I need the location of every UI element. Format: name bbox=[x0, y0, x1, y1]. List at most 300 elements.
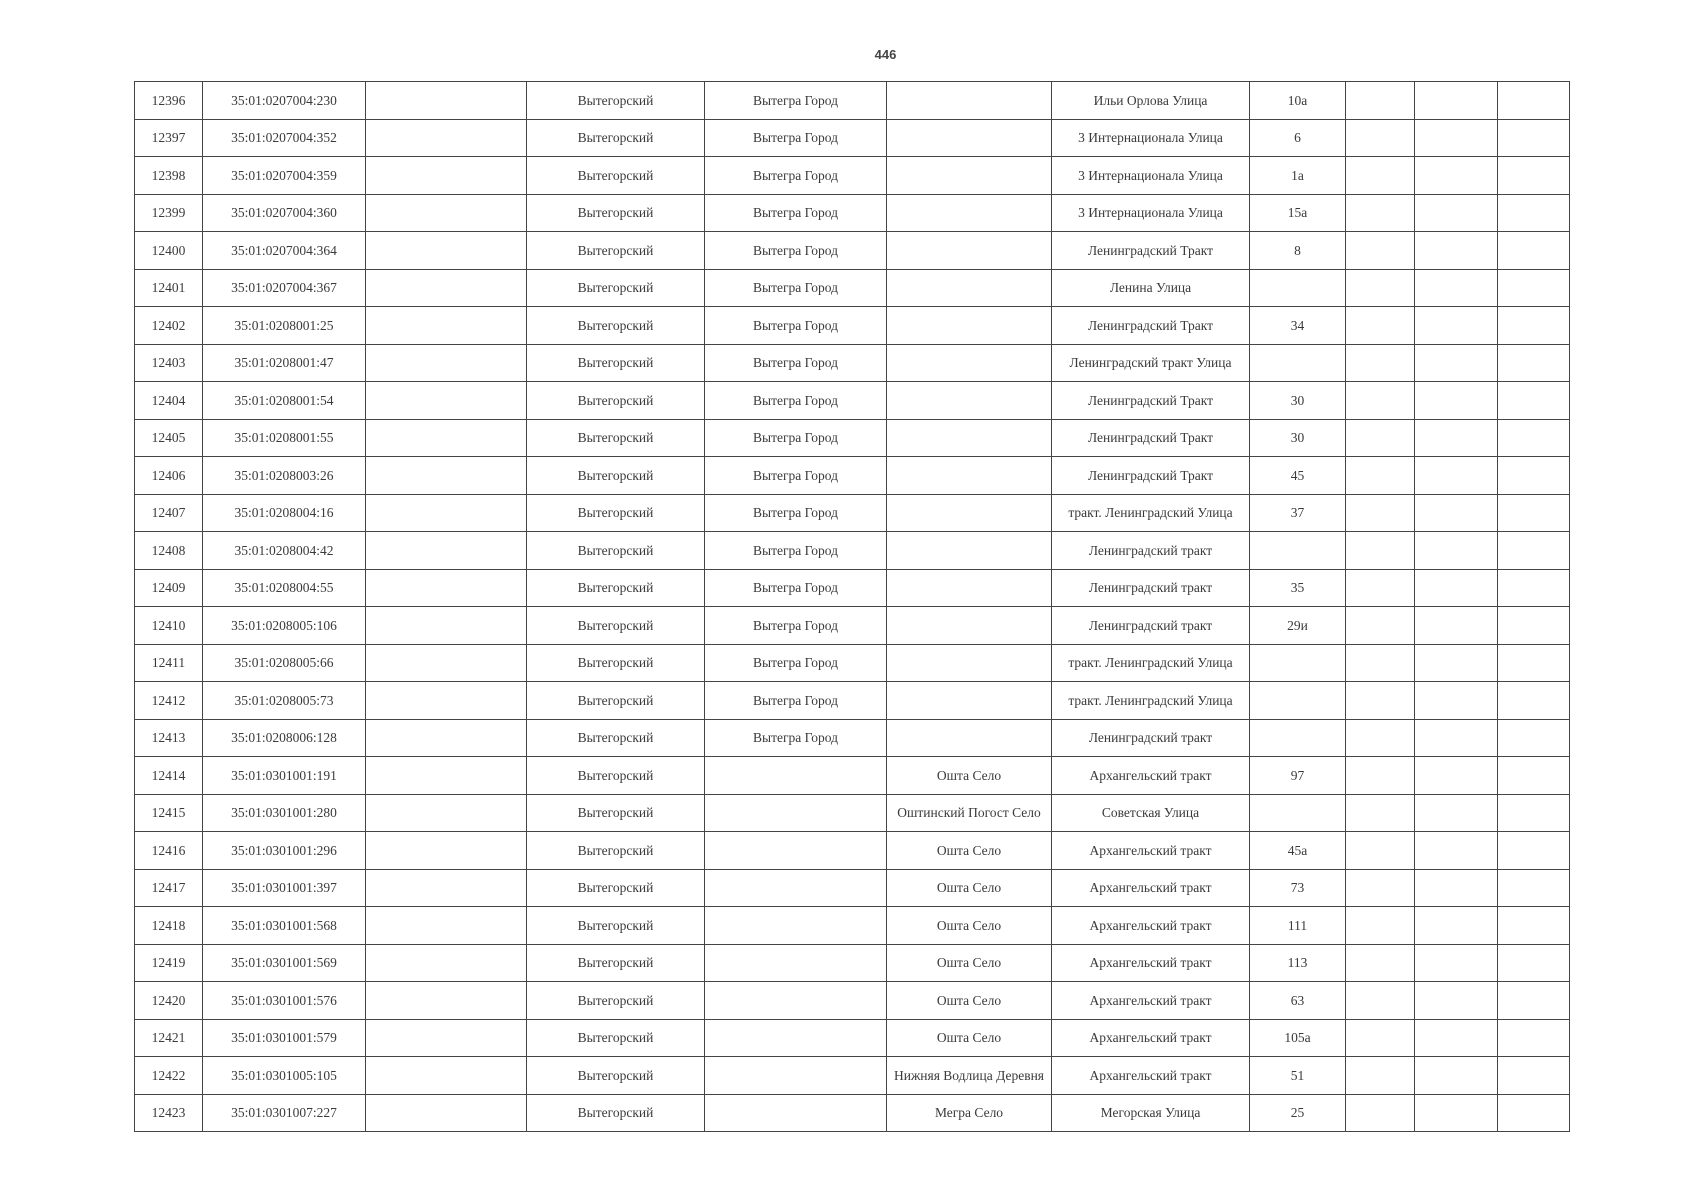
empty-cell bbox=[1415, 119, 1498, 157]
empty-cell bbox=[1415, 1094, 1498, 1132]
town-cell bbox=[705, 982, 887, 1020]
town-cell: Вытегра Город bbox=[705, 457, 887, 495]
cadastral-number-cell: 35:01:0208005:106 bbox=[203, 607, 366, 645]
empty-cell bbox=[1346, 944, 1415, 982]
district-cell: Вытегорский bbox=[527, 832, 705, 870]
settlement-cell bbox=[887, 344, 1052, 382]
registry-body bbox=[135, 82, 1570, 1132]
cadastral-number-cell: 35:01:0208003:26 bbox=[203, 457, 366, 495]
empty-cell bbox=[1498, 569, 1570, 607]
empty-cell bbox=[366, 682, 527, 720]
empty-cell bbox=[1498, 382, 1570, 420]
empty-cell bbox=[1415, 457, 1498, 495]
empty-cell bbox=[1415, 419, 1498, 457]
row-number-cell: 12400 bbox=[135, 232, 203, 270]
street-cell: Ленинградский Тракт bbox=[1052, 419, 1250, 457]
empty-cell bbox=[1498, 1057, 1570, 1095]
cadastral-number-cell: 35:01:0208004:42 bbox=[203, 532, 366, 570]
empty-cell bbox=[366, 1094, 527, 1132]
town-cell: Вытегра Город bbox=[705, 569, 887, 607]
empty-cell bbox=[1415, 232, 1498, 270]
cadastral-number-cell: 35:01:0208001:55 bbox=[203, 419, 366, 457]
table-row bbox=[135, 194, 1570, 232]
empty-cell bbox=[1498, 607, 1570, 645]
table-row bbox=[135, 494, 1570, 532]
street-cell: Ленинградский Тракт bbox=[1052, 382, 1250, 420]
empty-cell bbox=[1415, 194, 1498, 232]
district-cell: Вытегорский bbox=[527, 757, 705, 795]
row-number-cell: 12411 bbox=[135, 644, 203, 682]
district-cell: Вытегорский bbox=[527, 719, 705, 757]
empty-cell bbox=[366, 419, 527, 457]
house-number-cell: 30 bbox=[1250, 382, 1346, 420]
town-cell bbox=[705, 1019, 887, 1057]
empty-cell bbox=[1498, 307, 1570, 345]
house-number-cell: 51 bbox=[1250, 1057, 1346, 1095]
cadastral-number-cell: 35:01:0208006:128 bbox=[203, 719, 366, 757]
town-cell bbox=[705, 944, 887, 982]
empty-cell bbox=[1346, 982, 1415, 1020]
district-cell: Вытегорский bbox=[527, 269, 705, 307]
row-number-cell: 12406 bbox=[135, 457, 203, 495]
empty-cell bbox=[1498, 982, 1570, 1020]
row-number-cell: 12403 bbox=[135, 344, 203, 382]
empty-cell bbox=[1346, 607, 1415, 645]
empty-cell bbox=[1498, 194, 1570, 232]
street-cell: 3 Интернационала Улица bbox=[1052, 157, 1250, 195]
empty-cell bbox=[1346, 1094, 1415, 1132]
settlement-cell bbox=[887, 82, 1052, 120]
empty-cell bbox=[1498, 232, 1570, 270]
cadastral-number-cell: 35:01:0301001:569 bbox=[203, 944, 366, 982]
empty-cell bbox=[1498, 1094, 1570, 1132]
empty-cell bbox=[1415, 869, 1498, 907]
house-number-cell: 15а bbox=[1250, 194, 1346, 232]
district-cell: Вытегорский bbox=[527, 794, 705, 832]
district-cell: Вытегорский bbox=[527, 232, 705, 270]
district-cell: Вытегорский bbox=[527, 119, 705, 157]
empty-cell bbox=[1415, 1057, 1498, 1095]
empty-cell bbox=[1346, 194, 1415, 232]
row-number-cell: 12404 bbox=[135, 382, 203, 420]
cadastral-number-cell: 35:01:0207004:367 bbox=[203, 269, 366, 307]
house-number-cell: 105а bbox=[1250, 1019, 1346, 1057]
empty-cell bbox=[1415, 607, 1498, 645]
street-cell: Ленинградский тракт bbox=[1052, 569, 1250, 607]
settlement-cell bbox=[887, 532, 1052, 570]
empty-cell bbox=[1346, 82, 1415, 120]
settlement-cell bbox=[887, 232, 1052, 270]
empty-cell bbox=[366, 307, 527, 345]
table-row bbox=[135, 382, 1570, 420]
district-cell: Вытегорский bbox=[527, 419, 705, 457]
cadastral-number-cell: 35:01:0301001:296 bbox=[203, 832, 366, 870]
settlement-cell: Оштинский Погост Село bbox=[887, 794, 1052, 832]
empty-cell bbox=[1415, 757, 1498, 795]
table-row bbox=[135, 82, 1570, 120]
district-cell: Вытегорский bbox=[527, 869, 705, 907]
town-cell: Вытегра Город bbox=[705, 82, 887, 120]
empty-cell bbox=[366, 82, 527, 120]
settlement-cell bbox=[887, 157, 1052, 195]
empty-cell bbox=[366, 344, 527, 382]
town-cell: Вытегра Город bbox=[705, 382, 887, 420]
settlement-cell bbox=[887, 419, 1052, 457]
row-number-cell: 12422 bbox=[135, 1057, 203, 1095]
house-number-cell: 10а bbox=[1250, 82, 1346, 120]
table-row bbox=[135, 419, 1570, 457]
empty-cell bbox=[1415, 682, 1498, 720]
table-row bbox=[135, 832, 1570, 870]
house-number-cell: 6 bbox=[1250, 119, 1346, 157]
cadastral-number-cell: 35:01:0301001:397 bbox=[203, 869, 366, 907]
settlement-cell: Ошта Село bbox=[887, 1019, 1052, 1057]
street-cell: Архангельский тракт bbox=[1052, 1019, 1250, 1057]
cadastral-number-cell: 35:01:0208001:47 bbox=[203, 344, 366, 382]
row-number-cell: 12409 bbox=[135, 569, 203, 607]
settlement-cell bbox=[887, 457, 1052, 495]
district-cell: Вытегорский bbox=[527, 382, 705, 420]
district-cell: Вытегорский bbox=[527, 682, 705, 720]
house-number-cell bbox=[1250, 344, 1346, 382]
empty-cell bbox=[1415, 157, 1498, 195]
house-number-cell bbox=[1250, 269, 1346, 307]
settlement-cell bbox=[887, 607, 1052, 645]
town-cell: Вытегра Город bbox=[705, 269, 887, 307]
cadastral-number-cell: 35:01:0208001:25 bbox=[203, 307, 366, 345]
empty-cell bbox=[1346, 569, 1415, 607]
street-cell: Архангельский тракт bbox=[1052, 982, 1250, 1020]
house-number-cell: 25 bbox=[1250, 1094, 1346, 1132]
street-cell: Архангельский тракт bbox=[1052, 944, 1250, 982]
settlement-cell bbox=[887, 382, 1052, 420]
settlement-cell: Ошта Село bbox=[887, 944, 1052, 982]
house-number-cell: 30 bbox=[1250, 419, 1346, 457]
empty-cell bbox=[1346, 494, 1415, 532]
house-number-cell: 1а bbox=[1250, 157, 1346, 195]
settlement-cell bbox=[887, 307, 1052, 345]
empty-cell bbox=[1498, 832, 1570, 870]
cadastral-number-cell: 35:01:0208001:54 bbox=[203, 382, 366, 420]
settlement-cell bbox=[887, 119, 1052, 157]
house-number-cell bbox=[1250, 532, 1346, 570]
empty-cell bbox=[1346, 232, 1415, 270]
empty-cell bbox=[1415, 307, 1498, 345]
empty-cell bbox=[366, 757, 527, 795]
cadastral-number-cell: 35:01:0301001:568 bbox=[203, 907, 366, 945]
empty-cell bbox=[1346, 344, 1415, 382]
table-row bbox=[135, 907, 1570, 945]
district-cell: Вытегорский bbox=[527, 1094, 705, 1132]
table-row bbox=[135, 157, 1570, 195]
town-cell: Вытегра Город bbox=[705, 119, 887, 157]
street-cell: Ленинградский тракт bbox=[1052, 532, 1250, 570]
table-row bbox=[135, 682, 1570, 720]
table-row bbox=[135, 607, 1570, 645]
house-number-cell: 37 bbox=[1250, 494, 1346, 532]
house-number-cell bbox=[1250, 719, 1346, 757]
row-number-cell: 12399 bbox=[135, 194, 203, 232]
empty-cell bbox=[1415, 569, 1498, 607]
street-cell: Ленинградский тракт bbox=[1052, 719, 1250, 757]
street-cell: Архангельский тракт bbox=[1052, 869, 1250, 907]
empty-cell bbox=[1346, 832, 1415, 870]
empty-cell bbox=[1346, 907, 1415, 945]
row-number-cell: 12419 bbox=[135, 944, 203, 982]
empty-cell bbox=[366, 1019, 527, 1057]
cadastral-number-cell: 35:01:0208005:73 bbox=[203, 682, 366, 720]
cadastral-number-cell: 35:01:0207004:352 bbox=[203, 119, 366, 157]
house-number-cell: 111 bbox=[1250, 907, 1346, 945]
empty-cell bbox=[1498, 719, 1570, 757]
settlement-cell bbox=[887, 494, 1052, 532]
empty-cell bbox=[366, 269, 527, 307]
row-number-cell: 12417 bbox=[135, 869, 203, 907]
empty-cell bbox=[366, 194, 527, 232]
settlement-cell bbox=[887, 569, 1052, 607]
empty-cell bbox=[366, 794, 527, 832]
table-row bbox=[135, 569, 1570, 607]
empty-cell bbox=[1498, 644, 1570, 682]
cadastral-number-cell: 35:01:0301001:191 bbox=[203, 757, 366, 795]
empty-cell bbox=[1415, 644, 1498, 682]
empty-cell bbox=[1346, 307, 1415, 345]
house-number-cell: 45 bbox=[1250, 457, 1346, 495]
empty-cell bbox=[366, 494, 527, 532]
empty-cell bbox=[1415, 907, 1498, 945]
table-row bbox=[135, 1019, 1570, 1057]
empty-cell bbox=[1346, 682, 1415, 720]
district-cell: Вытегорский bbox=[527, 944, 705, 982]
empty-cell bbox=[366, 719, 527, 757]
empty-cell bbox=[1346, 644, 1415, 682]
row-number-cell: 12397 bbox=[135, 119, 203, 157]
empty-cell bbox=[366, 869, 527, 907]
street-cell: 3 Интернационала Улица bbox=[1052, 194, 1250, 232]
street-cell: Ленина Улица bbox=[1052, 269, 1250, 307]
empty-cell bbox=[1415, 1019, 1498, 1057]
row-number-cell: 12415 bbox=[135, 794, 203, 832]
empty-cell bbox=[1415, 82, 1498, 120]
district-cell: Вытегорский bbox=[527, 607, 705, 645]
settlement-cell: Нижняя Водлица Деревня bbox=[887, 1057, 1052, 1095]
empty-cell bbox=[1498, 794, 1570, 832]
settlement-cell: Ошта Село bbox=[887, 757, 1052, 795]
district-cell: Вытегорский bbox=[527, 457, 705, 495]
table-row bbox=[135, 869, 1570, 907]
settlement-cell: Ошта Село bbox=[887, 982, 1052, 1020]
row-number-cell: 12420 bbox=[135, 982, 203, 1020]
cadastral-number-cell: 35:01:0208004:55 bbox=[203, 569, 366, 607]
town-cell: Вытегра Город bbox=[705, 644, 887, 682]
empty-cell bbox=[366, 232, 527, 270]
empty-cell bbox=[1346, 157, 1415, 195]
empty-cell bbox=[1346, 869, 1415, 907]
town-cell bbox=[705, 1057, 887, 1095]
settlement-cell: Мегра Село bbox=[887, 1094, 1052, 1132]
empty-cell bbox=[1498, 157, 1570, 195]
empty-cell bbox=[1346, 757, 1415, 795]
empty-cell bbox=[366, 832, 527, 870]
row-number-cell: 12396 bbox=[135, 82, 203, 120]
street-cell: Мегорская Улица bbox=[1052, 1094, 1250, 1132]
cadastral-number-cell: 35:01:0301001:576 bbox=[203, 982, 366, 1020]
empty-cell bbox=[1498, 269, 1570, 307]
table-row bbox=[135, 1094, 1570, 1132]
table-row bbox=[135, 757, 1570, 795]
cadastral-number-cell: 35:01:0207004:360 bbox=[203, 194, 366, 232]
empty-cell bbox=[1498, 757, 1570, 795]
street-cell: Ленинградский Тракт bbox=[1052, 457, 1250, 495]
table-row bbox=[135, 344, 1570, 382]
row-number-cell: 12405 bbox=[135, 419, 203, 457]
empty-cell bbox=[366, 157, 527, 195]
empty-cell bbox=[1498, 907, 1570, 945]
empty-cell bbox=[1415, 944, 1498, 982]
town-cell bbox=[705, 757, 887, 795]
empty-cell bbox=[1415, 382, 1498, 420]
town-cell: Вытегра Город bbox=[705, 532, 887, 570]
street-cell: Архангельский тракт bbox=[1052, 832, 1250, 870]
district-cell: Вытегорский bbox=[527, 307, 705, 345]
cadastral-number-cell: 35:01:0207004:364 bbox=[203, 232, 366, 270]
table-row bbox=[135, 719, 1570, 757]
house-number-cell: 8 bbox=[1250, 232, 1346, 270]
street-cell: Ленинградский тракт bbox=[1052, 607, 1250, 645]
district-cell: Вытегорский bbox=[527, 532, 705, 570]
street-cell: Архангельский тракт bbox=[1052, 757, 1250, 795]
empty-cell bbox=[1498, 119, 1570, 157]
empty-cell bbox=[1346, 457, 1415, 495]
table-row bbox=[135, 307, 1570, 345]
table-row bbox=[135, 644, 1570, 682]
town-cell: Вытегра Город bbox=[705, 194, 887, 232]
district-cell: Вытегорский bbox=[527, 644, 705, 682]
district-cell: Вытегорский bbox=[527, 194, 705, 232]
empty-cell bbox=[1415, 719, 1498, 757]
house-number-cell bbox=[1250, 644, 1346, 682]
registry-table bbox=[134, 81, 1570, 1132]
house-number-cell: 34 bbox=[1250, 307, 1346, 345]
table-row bbox=[135, 794, 1570, 832]
cadastral-number-cell: 35:01:0301005:105 bbox=[203, 1057, 366, 1095]
street-cell: Ленинградский тракт Улица bbox=[1052, 344, 1250, 382]
house-number-cell: 29и bbox=[1250, 607, 1346, 645]
empty-cell bbox=[1498, 82, 1570, 120]
empty-cell bbox=[1415, 832, 1498, 870]
row-number-cell: 12402 bbox=[135, 307, 203, 345]
row-number-cell: 12423 bbox=[135, 1094, 203, 1132]
town-cell: Вытегра Город bbox=[705, 419, 887, 457]
district-cell: Вытегорский bbox=[527, 157, 705, 195]
district-cell: Вытегорский bbox=[527, 982, 705, 1020]
empty-cell bbox=[1498, 344, 1570, 382]
town-cell bbox=[705, 832, 887, 870]
empty-cell bbox=[1346, 119, 1415, 157]
empty-cell bbox=[1415, 794, 1498, 832]
empty-cell bbox=[1415, 982, 1498, 1020]
settlement-cell: Ошта Село bbox=[887, 907, 1052, 945]
empty-cell bbox=[366, 907, 527, 945]
street-cell: Архангельский тракт bbox=[1052, 1057, 1250, 1095]
street-cell: тракт. Ленинградский Улица bbox=[1052, 494, 1250, 532]
town-cell: Вытегра Город bbox=[705, 232, 887, 270]
street-cell: Советская Улица bbox=[1052, 794, 1250, 832]
empty-cell bbox=[1346, 1057, 1415, 1095]
house-number-cell: 73 bbox=[1250, 869, 1346, 907]
row-number-cell: 12416 bbox=[135, 832, 203, 870]
cadastral-number-cell: 35:01:0208005:66 bbox=[203, 644, 366, 682]
table-row bbox=[135, 1057, 1570, 1095]
row-number-cell: 12418 bbox=[135, 907, 203, 945]
street-cell: тракт. Ленинградский Улица bbox=[1052, 644, 1250, 682]
district-cell: Вытегорский bbox=[527, 907, 705, 945]
empty-cell bbox=[1346, 794, 1415, 832]
row-number-cell: 12407 bbox=[135, 494, 203, 532]
table-row bbox=[135, 982, 1570, 1020]
empty-cell bbox=[1498, 457, 1570, 495]
settlement-cell bbox=[887, 644, 1052, 682]
street-cell: Ленинградский Тракт bbox=[1052, 307, 1250, 345]
empty-cell bbox=[1346, 419, 1415, 457]
empty-cell bbox=[1346, 1019, 1415, 1057]
town-cell bbox=[705, 869, 887, 907]
town-cell bbox=[705, 794, 887, 832]
street-cell: Архангельский тракт bbox=[1052, 907, 1250, 945]
empty-cell bbox=[1498, 532, 1570, 570]
district-cell: Вытегорский bbox=[527, 494, 705, 532]
empty-cell bbox=[366, 569, 527, 607]
table-row bbox=[135, 119, 1570, 157]
row-number-cell: 12408 bbox=[135, 532, 203, 570]
town-cell: Вытегра Город bbox=[705, 157, 887, 195]
district-cell: Вытегорский bbox=[527, 344, 705, 382]
empty-cell bbox=[1498, 682, 1570, 720]
empty-cell bbox=[1498, 494, 1570, 532]
street-cell: Ленинградский Тракт bbox=[1052, 232, 1250, 270]
row-number-cell: 12414 bbox=[135, 757, 203, 795]
table-row bbox=[135, 457, 1570, 495]
empty-cell bbox=[1498, 944, 1570, 982]
row-number-cell: 12410 bbox=[135, 607, 203, 645]
empty-cell bbox=[1346, 382, 1415, 420]
street-cell: 3 Интернационала Улица bbox=[1052, 119, 1250, 157]
settlement-cell: Ошта Село bbox=[887, 869, 1052, 907]
row-number-cell: 12421 bbox=[135, 1019, 203, 1057]
empty-cell bbox=[1415, 344, 1498, 382]
town-cell: Вытегра Город bbox=[705, 607, 887, 645]
district-cell: Вытегорский bbox=[527, 569, 705, 607]
page-number: 446 bbox=[874, 47, 897, 62]
house-number-cell: 63 bbox=[1250, 982, 1346, 1020]
street-cell: Ильи Орлова Улица bbox=[1052, 82, 1250, 120]
empty-cell bbox=[1346, 532, 1415, 570]
settlement-cell bbox=[887, 194, 1052, 232]
empty-cell bbox=[366, 119, 527, 157]
town-cell: Вытегра Город bbox=[705, 307, 887, 345]
empty-cell bbox=[1415, 269, 1498, 307]
empty-cell bbox=[366, 382, 527, 420]
town-cell: Вытегра Город bbox=[705, 344, 887, 382]
empty-cell bbox=[366, 457, 527, 495]
empty-cell bbox=[1498, 1019, 1570, 1057]
town-cell bbox=[705, 907, 887, 945]
settlement-cell bbox=[887, 269, 1052, 307]
empty-cell bbox=[366, 982, 527, 1020]
cadastral-number-cell: 35:01:0301001:280 bbox=[203, 794, 366, 832]
cadastral-number-cell: 35:01:0208004:16 bbox=[203, 494, 366, 532]
cadastral-number-cell: 35:01:0207004:230 bbox=[203, 82, 366, 120]
